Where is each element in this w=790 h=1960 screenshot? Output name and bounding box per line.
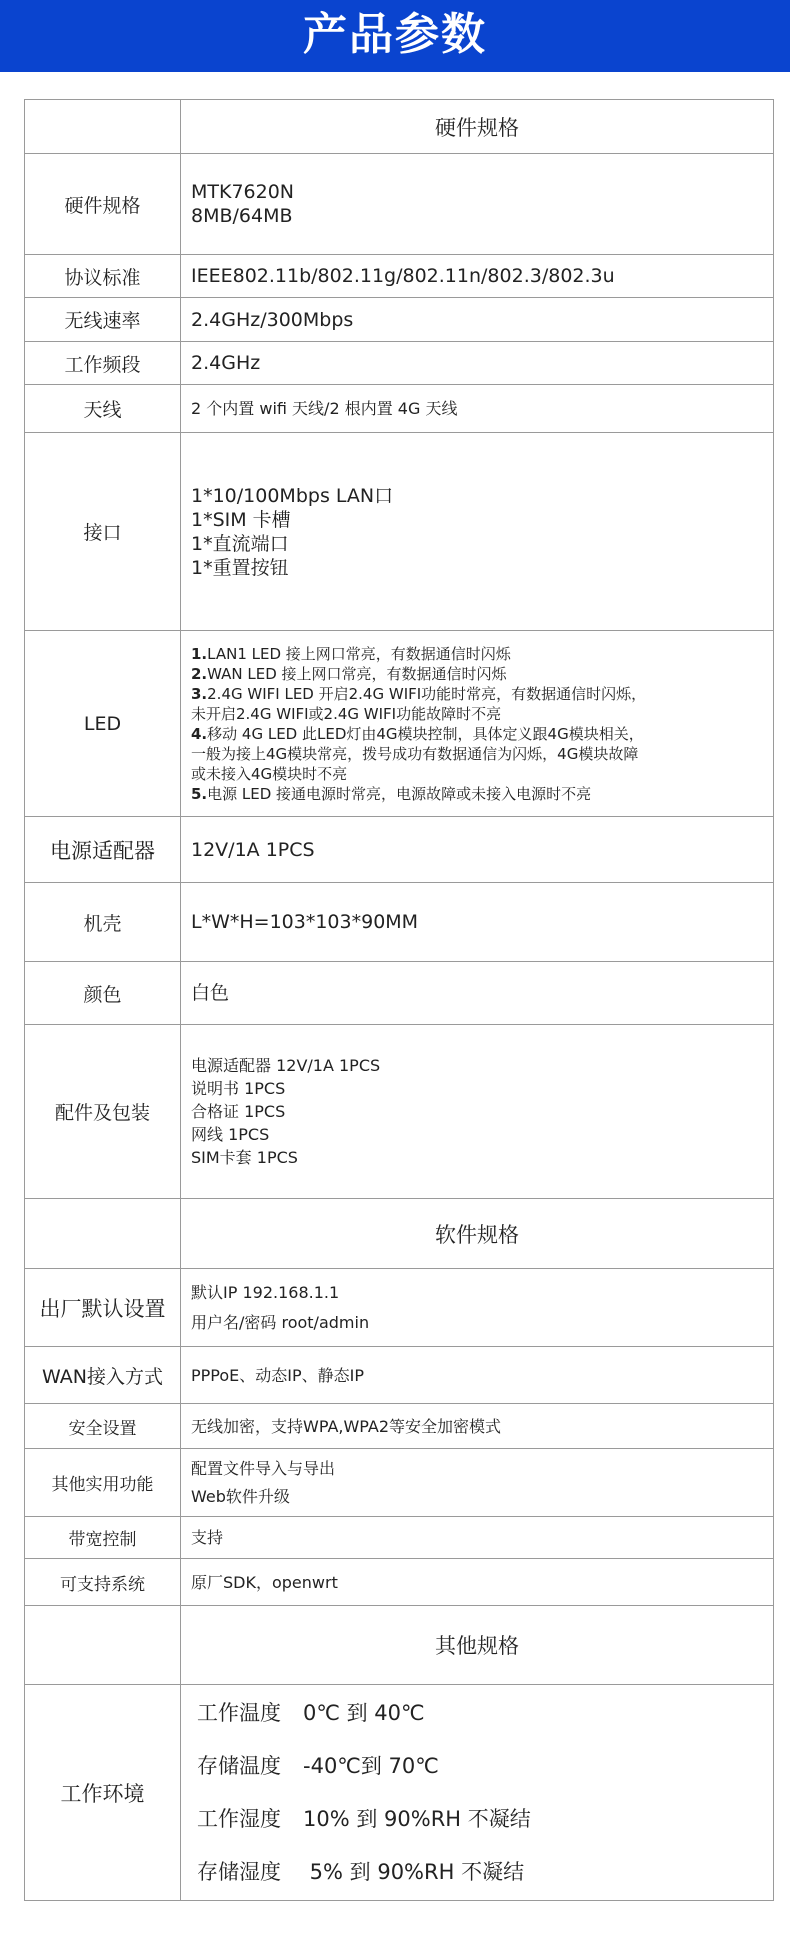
led-line: 4.移动 4G LED 此LED灯由4G模块控制，具体定义跟4G模块相关， (191, 724, 644, 743)
antenna-row (25, 385, 774, 433)
power-value: 12V/1A 1PCS (181, 817, 774, 883)
env-line: 工作湿度 10% 到 90%RH 不凝结 (197, 1806, 531, 1831)
other-functions-row (25, 1449, 774, 1517)
bandwidth-value: 支持 (181, 1517, 774, 1559)
software-header-row (25, 1199, 774, 1269)
value-line: 8MB/64MB (191, 205, 293, 227)
row-label: 颜色 (25, 962, 181, 1025)
led-value (181, 631, 774, 817)
rate-row (25, 298, 774, 342)
interface-value (181, 433, 774, 631)
value-line: 说明书 1PCS (191, 1079, 286, 1098)
row-label: 电源适配器 (25, 817, 181, 883)
led-line: 一般为接上4G模块常亮，拨号成功有数据通信为闪烁，4G模块故障 (191, 744, 639, 763)
value-line: 电源适配器 12V/1A 1PCS (191, 1056, 381, 1075)
wan-row (25, 1347, 774, 1404)
hardware-header-row (25, 100, 774, 154)
protocol-value: IEEE802.11b/802.11g/802.11n/802.3/802.3u (181, 255, 774, 298)
led-line: 或未接入4G模块时不亮 (191, 764, 348, 783)
value-line: MTK7620N (191, 181, 295, 203)
rate-value: 2.4GHz/300Mbps (181, 298, 774, 342)
empty-cell (25, 1606, 181, 1685)
row-label: WAN接入方式 (25, 1347, 181, 1404)
system-row (25, 1559, 774, 1606)
hardware-section-header: 硬件规格 (181, 100, 774, 154)
value-line: Web软件升级 (191, 1486, 290, 1506)
led-line: 2.WAN LED 接上网口常亮，有数据通信时闪烁 (191, 664, 507, 683)
power-row (25, 817, 774, 883)
row-label: LED (25, 631, 181, 817)
value-line: 网线 1PCS (191, 1125, 270, 1144)
value-line: 1*重置按钮 (191, 556, 289, 579)
accessories-value (181, 1025, 774, 1199)
led-line: 5.电源 LED 接通电源时常亮，电源故障或未接入电源时不亮 (191, 784, 592, 803)
led-line: 1.LAN1 LED 接上网口常亮，有数据通信时闪烁 (191, 644, 511, 663)
security-value: 无线加密，支持WPA,WPA2等安全加密模式 (181, 1404, 774, 1449)
bandwidth-row (25, 1517, 774, 1559)
other-functions-value (181, 1449, 774, 1517)
row-label: 配件及包装 (25, 1025, 181, 1199)
band-value: 2.4GHz (181, 342, 774, 385)
env-line: 存储湿度 5% 到 90%RH 不凝结 (197, 1859, 525, 1884)
other-section-header: 其他规格 (181, 1606, 774, 1685)
default-settings-row (25, 1269, 774, 1347)
software-section-header: 软件规格 (181, 1199, 774, 1269)
led-line: 3.2.4G WIFI LED 开启2.4G WIFI功能时常亮，有数据通信时闪烁， (191, 684, 647, 703)
env-line: 工作温度 0℃ 到 40℃ (197, 1700, 425, 1725)
spec-table (24, 99, 774, 1901)
case-row (25, 883, 774, 962)
color-row (25, 962, 774, 1025)
row-label: 协议标准 (25, 255, 181, 298)
hw-spec-row (25, 154, 774, 255)
case-value: L*W*H=103*103*90MM (181, 883, 774, 962)
empty-cell (25, 1199, 181, 1269)
security-row (25, 1404, 774, 1449)
value-line: 合格证 1PCS (191, 1102, 286, 1121)
environment-value (181, 1685, 774, 1901)
color-value: 白色 (181, 962, 774, 1025)
accessories-row (25, 1025, 774, 1199)
other-header-row (25, 1606, 774, 1685)
value-line: 用户名/密码 root/admin (191, 1312, 370, 1332)
row-label: 接口 (25, 433, 181, 631)
row-label: 机壳 (25, 883, 181, 962)
row-label: 其他实用功能 (25, 1449, 181, 1517)
env-line: 存储温度 -40℃到 70℃ (197, 1753, 439, 1778)
value-line: 1*直流端口 (191, 532, 289, 555)
led-row (25, 631, 774, 817)
value-line: 默认IP 192.168.1.1 (191, 1282, 340, 1302)
protocol-row (25, 255, 774, 298)
row-label: 工作频段 (25, 342, 181, 385)
hw-spec-value (181, 154, 774, 255)
row-label: 无线速率 (25, 298, 181, 342)
value-line: SIM卡套 1PCS (191, 1148, 298, 1167)
default-settings-value (181, 1269, 774, 1347)
row-label: 安全设置 (25, 1404, 181, 1449)
led-line: 未开启2.4G WIFI或2.4G WIFI功能故障时不亮 (191, 704, 502, 723)
row-label: 出厂默认设置 (25, 1269, 181, 1347)
antenna-value: 2 个内置 wifi 天线/2 根内置 4G 天线 (181, 385, 774, 433)
environment-row (25, 1685, 774, 1901)
row-label: 硬件规格 (25, 154, 181, 255)
page-banner-title: 产品参数 (0, 0, 790, 72)
interface-row (25, 433, 774, 631)
row-label: 工作环境 (25, 1685, 181, 1901)
value-line: 1*10/100Mbps LAN口 (191, 484, 394, 507)
row-label: 可支持系统 (25, 1559, 181, 1606)
wan-value: PPPoE、动态IP、静态IP (181, 1347, 774, 1404)
band-row (25, 342, 774, 385)
value-line: 配置文件导入与导出 (191, 1458, 336, 1478)
system-value: 原厂SDK，openwrt (181, 1559, 774, 1606)
empty-cell (25, 100, 181, 154)
row-label: 带宽控制 (25, 1517, 181, 1559)
value-line: 1*SIM 卡槽 (191, 508, 291, 531)
row-label: 天线 (25, 385, 181, 433)
